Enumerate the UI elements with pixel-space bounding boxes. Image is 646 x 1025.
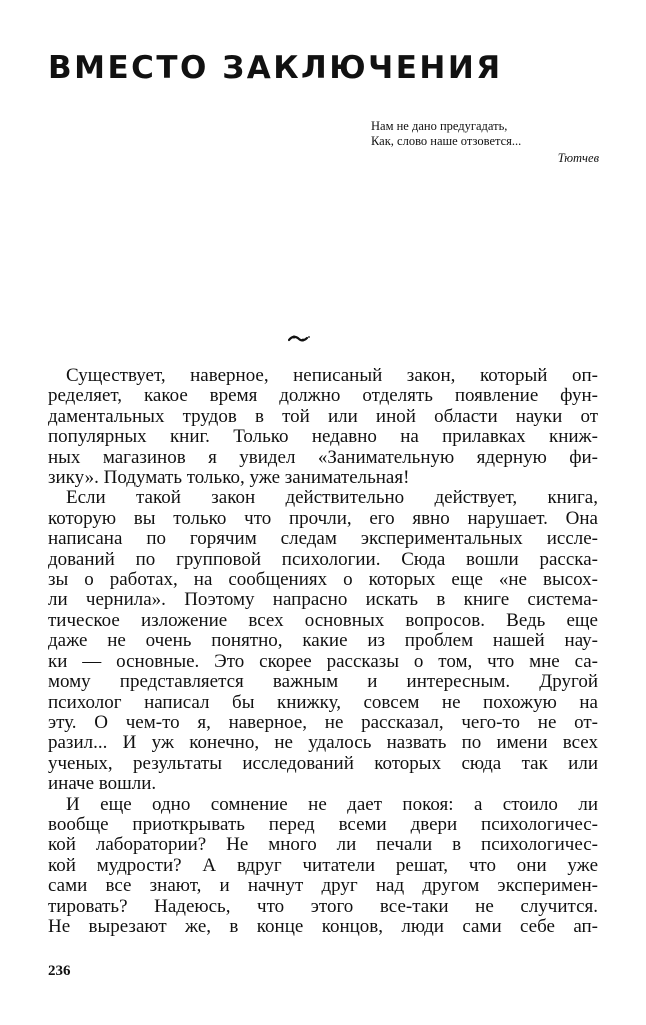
text-line: зы о работах, на сообщениях о которых еще «не высох-: [48, 569, 598, 591]
text-line: ли чернила». Поэтому напрасно искать в книге системa-: [48, 589, 598, 611]
epigraph-line: Как, слово наше отзовется...: [371, 134, 522, 148]
text-line: мому представляется важным и интересным. Другой: [48, 671, 598, 693]
section-ornament-icon: [288, 331, 310, 345]
epigraph-line: Нам не дано предугадать,: [371, 119, 508, 133]
text-line: тическое изложение всех основных вопросов. Ведь еще: [48, 609, 598, 631]
text-line: которую вы только что прочли, его явно нарушает. Она: [48, 507, 598, 529]
text-line: И еще одно сомнение не дает покоя: а стоило ли: [66, 793, 598, 815]
text-line: ки — основные. Это скорее рассказы о том, что мне са-: [48, 650, 598, 672]
text-line: тировать? Надеюсь, что этого все-таки не случится.: [48, 895, 598, 917]
text-line: зику». Подумать только, уже занимательная!: [48, 467, 410, 489]
text-line: Существует, наверное, неписаный закон, который оп-: [66, 365, 598, 386]
epigraph-author: Тютчев: [557, 151, 599, 165]
text-line: Не вырезают же, в конце концов, люди сами себе ап-: [48, 915, 598, 937]
text-line: кой лаборатории? Не много ли печали в психологичес-: [48, 834, 598, 856]
text-line: ределяет, какое время должно отделять появление фун-: [48, 385, 598, 407]
text-line: даже не очень понятно, какие из проблем нашей нау-: [48, 630, 598, 652]
text-line: ученых, результаты исследований которых сюда так или: [48, 752, 598, 774]
text-line: Если такой закон действительно действует, книга,: [66, 487, 598, 509]
paragraph: [48, 366, 598, 488]
text-line: популярных книг. Только недавно на прилавках книж-: [48, 426, 598, 448]
text-line: написана по горячим следам экспериментальных иссле-: [48, 528, 598, 550]
body-text: [48, 366, 598, 937]
text-line: дований по групповой психологии. Сюда вошли расска-: [48, 548, 598, 570]
paragraph: [48, 488, 598, 794]
paragraph: [48, 795, 598, 938]
text-line: разил... И уж конечно, не удалось назвать по имени всех: [48, 732, 598, 754]
page-number: 236: [48, 963, 71, 979]
chapter-title: ВМЕСТО ЗАКЛЮЧЕНИЯ: [48, 50, 503, 86]
text-line: кой мудрости? А вдруг читатели решат, что они уже: [48, 854, 598, 876]
text-line: ных магазинов я увидел «Занимательную ядерную фи-: [48, 446, 598, 468]
text-line: эту. О чем-то я, наверное, не рассказал, чего-то не от-: [48, 711, 598, 733]
text-line: иначе вошли.: [48, 773, 157, 795]
text-line: вообще приоткрывать перед всеми двери психологичес-: [48, 813, 598, 835]
text-line: сами все знают, и начнут друг над другом эксперимен-: [48, 875, 598, 897]
text-line: даментальных трудов в той или иной области науки от: [48, 405, 598, 427]
text-line: психолог написал бы книжку, совсем не похожую на: [48, 691, 598, 713]
epigraph: [371, 119, 601, 166]
